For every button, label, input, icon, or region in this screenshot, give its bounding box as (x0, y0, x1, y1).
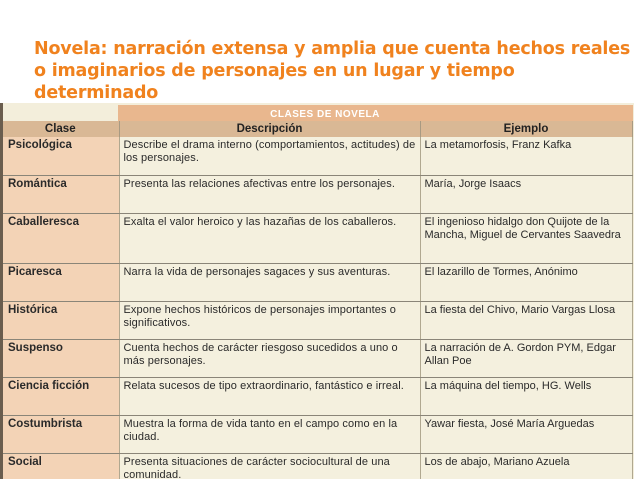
row-ejemplo: La máquina del tiempo, HG. Wells (420, 377, 632, 415)
table-row (2, 415, 632, 453)
slide-title: Novela: narración extensa y amplia que cuenta hechos reales o imaginarios de personajes en un lugar y tiempo determinado (34, 39, 631, 103)
row-ejemplo: La metamorfosis, Franz Kafka (420, 137, 632, 175)
table-row (2, 453, 632, 479)
row-clase: Psicológica (2, 137, 119, 175)
table-row (2, 137, 632, 175)
row-ejemplo: María, Jorge Isaacs (420, 175, 632, 213)
novel-classes-table-image (0, 103, 634, 479)
row-descripcion: Describe el drama interno (comportamientos, actitudes) de los personajes. (119, 137, 420, 175)
row-ejemplo: El ingenioso hidalgo don Quijote de la Mancha, Miguel de Cervantes Saavedra (420, 213, 632, 263)
row-ejemplo: El lazarillo de Tormes, Anónimo (420, 263, 632, 301)
row-clase: Romántica (2, 175, 119, 213)
row-descripcion: Exalta el valor heroico y las hazañas de los caballeros. (119, 213, 420, 263)
table-row (2, 263, 632, 301)
row-clase: Social (2, 453, 119, 479)
novel-classes-table (2, 121, 633, 479)
table-caption: CLASES DE NOVELA (270, 109, 380, 120)
table-row (2, 377, 632, 415)
table-row (2, 175, 632, 213)
header-clase: Clase (2, 121, 119, 137)
row-descripcion: Muestra la forma de vida tanto en el campo como en la ciudad. (119, 415, 420, 453)
row-descripcion: Presenta las relaciones afectivas entre los personajes. (119, 175, 420, 213)
row-ejemplo: Yawar fiesta, José María Arguedas (420, 415, 632, 453)
row-clase: Histórica (2, 301, 119, 339)
table-row (2, 301, 632, 339)
row-descripcion: Presenta situaciones de carácter sociocultural de una comunidad. (119, 453, 420, 479)
row-descripcion: Cuenta hechos de carácter riesgoso sucedidos a uno o más personajes. (119, 339, 420, 377)
row-ejemplo: Los de abajo, Mariano Azuela (420, 453, 632, 479)
table-row (2, 213, 632, 263)
header-descripcion: Descripción (119, 121, 420, 137)
table-header-row (2, 121, 632, 137)
table-row (2, 339, 632, 377)
header-ejemplo: Ejemplo (420, 121, 632, 137)
row-clase: Picaresca (2, 263, 119, 301)
row-ejemplo: La fiesta del Chivo, Mario Vargas Llosa (420, 301, 632, 339)
row-clase: Suspenso (2, 339, 119, 377)
row-ejemplo: La narración de A. Gordon PYM, Edgar Allan Poe (420, 339, 632, 377)
row-clase: Ciencia ficción (2, 377, 119, 415)
row-descripcion: Expone hechos históricos de personajes importantes o significativos. (119, 301, 420, 339)
row-descripcion: Relata sucesos de tipo extraordinario, fantástico e irreal. (119, 377, 420, 415)
row-descripcion: Narra la vida de personajes sagaces y sus aventuras. (119, 263, 420, 301)
row-clase: Caballeresca (2, 213, 119, 263)
row-clase: Costumbrista (2, 415, 119, 453)
photo-edge-shadow (0, 103, 3, 479)
